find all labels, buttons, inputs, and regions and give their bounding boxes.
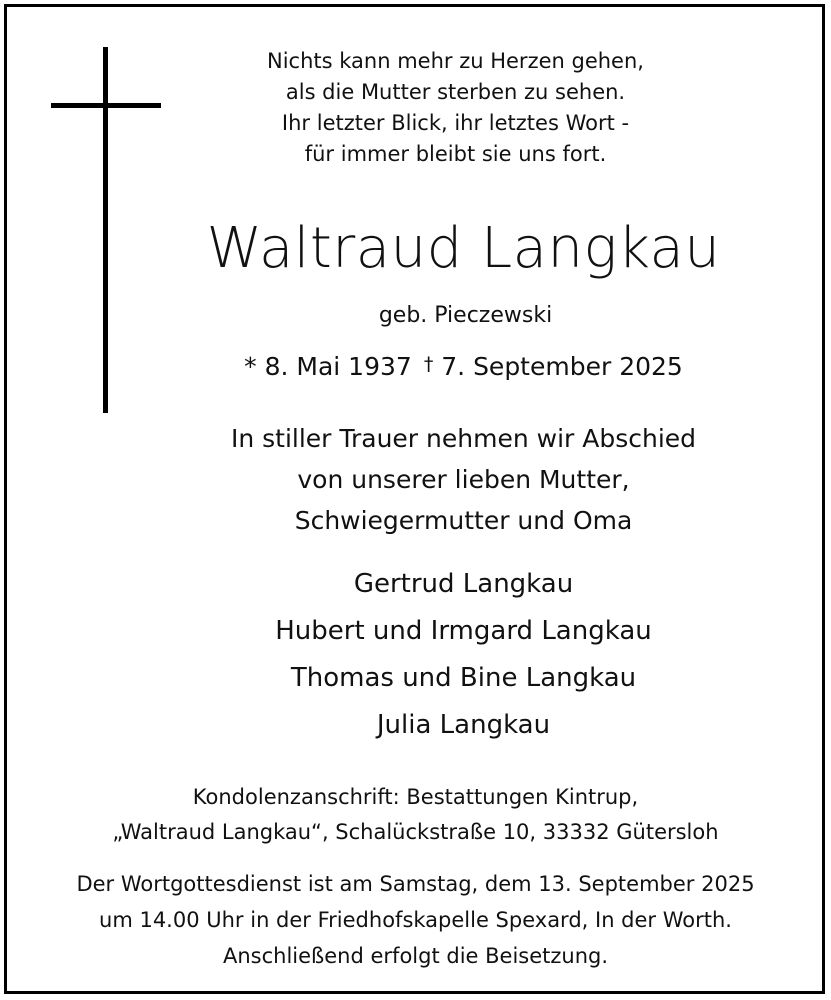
service-line: Der Wortgottesdienst ist am Samstag, dem 13. September 2025 <box>76 872 755 896</box>
mourning-line: Schwiegermutter und Oma <box>294 506 633 535</box>
family-member: Thomas und Bine Langkau <box>290 663 637 693</box>
poem <box>40 46 831 170</box>
family-member: Gertrud Langkau <box>353 569 574 599</box>
death-date: 7. September 2025 <box>441 352 683 381</box>
life-dates <box>48 346 831 385</box>
condolence-line: „Waltraud Langkau“, Schalückstraße 10, 33332 Gütersloh <box>112 820 719 844</box>
condolence-line: Kondolenzanschrift: Bestattungen Kintrup, <box>192 785 639 809</box>
family-member: Hubert und Irmgard Langkau <box>275 616 652 646</box>
family-list <box>48 561 831 749</box>
poem-line: Ihr letzter Blick, ihr letztes Wort - <box>281 111 630 135</box>
mourning-line: In stiller Trauer nehmen wir Abschied <box>230 424 697 453</box>
service-info <box>0 866 831 974</box>
dagger-icon: † <box>423 353 434 375</box>
family-member: Julia Langkau <box>376 710 551 740</box>
mourning-text <box>48 418 831 541</box>
poem-line: als die Mutter sterben zu sehen. <box>285 80 626 104</box>
condolence-address <box>0 780 831 850</box>
birth-date: * 8. Mai 1937 <box>244 352 412 381</box>
deceased-name: Waltraud Langkau <box>206 216 721 281</box>
poem-line: für immer bleibt sie uns fort. <box>304 142 607 166</box>
service-line: um 14.00 Uhr in der Friedhofskapelle Spexard, In der Worth. <box>99 908 732 932</box>
service-line: Anschließend erfolgt die Beisetzung. <box>222 944 609 968</box>
birth-name: geb. Pieczewski <box>378 303 553 328</box>
mourning-line: von unserer lieben Mutter, <box>297 465 630 494</box>
poem-line: Nichts kann mehr zu Herzen gehen, <box>267 49 644 73</box>
